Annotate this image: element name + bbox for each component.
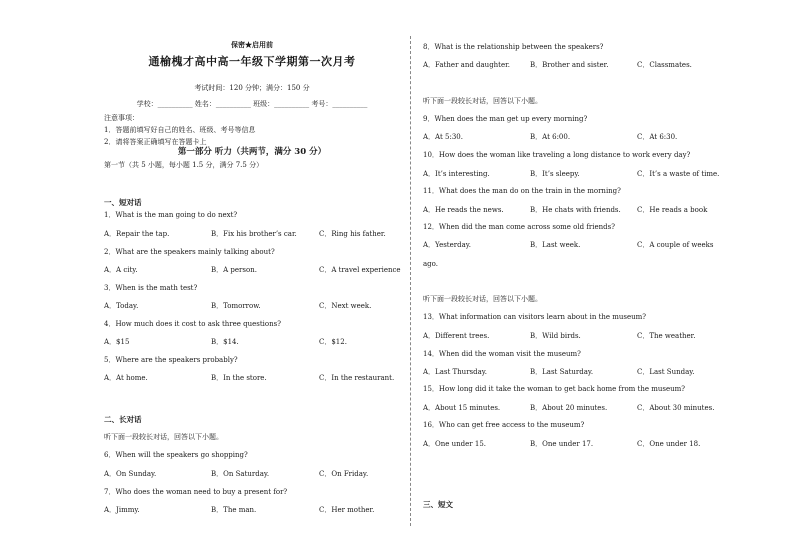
option-a: A．Last Thursday.: [423, 368, 488, 376]
option-b: B．On Saturday.: [211, 470, 270, 478]
option-a: A．Repair the tap.: [104, 230, 170, 238]
option-a: A．About 15 minutes.: [423, 404, 501, 412]
option-b: B．Last week.: [530, 241, 581, 249]
option-a: A．Jimmy.: [104, 506, 140, 514]
question-text: 5．Where are the speakers probably?: [104, 356, 238, 364]
option-c: C．Ring his father.: [319, 230, 386, 238]
option-c: C．Last Sunday.: [637, 368, 695, 376]
question-text: 4．How much does it cost to ask three questions?: [104, 320, 281, 328]
short-dialogue-heading: 一、短对话: [104, 198, 142, 207]
option-c: C．It’s a waste of time.: [637, 170, 720, 178]
listening-instruction: 听下面一段较长对话，回答以下小题。: [423, 97, 542, 105]
option-c: C．Classmates.: [637, 61, 692, 69]
long-dialogue-heading: 二、长对话: [104, 415, 142, 424]
note-item: 1．答题前填写好自己的姓名、班级、考号等信息: [104, 126, 256, 134]
option-b: B．$14.: [211, 338, 239, 346]
question-text: 10．How does the woman like traveling a long distance to work every day?: [423, 151, 691, 159]
option-a: A．One under 15.: [423, 440, 487, 448]
option-c: C．A travel experience: [319, 266, 401, 274]
option-a: A．It’s interesting.: [423, 170, 490, 178]
option-c: C．The weather.: [637, 332, 696, 340]
option-b: B．Last Saturday.: [530, 368, 594, 376]
option-c: C．A couple of weeks: [637, 241, 714, 249]
option-b: B．He chats with friends.: [530, 206, 621, 214]
question-text: 2．What are the speakers mainly talking about?: [104, 248, 275, 256]
option-b: B．At 6:00.: [530, 133, 571, 141]
section1-label: 第一节（共 5 小题，每小题 1.5 分，满分 7.5 分）: [104, 161, 264, 169]
option-c: C．He reads a book: [637, 206, 708, 214]
question-text: 11．What does the man do on the train in the morning?: [423, 187, 621, 195]
option-b: B．Fix his brother’s car.: [211, 230, 297, 238]
option-b: B．A person.: [211, 266, 257, 274]
question-text: 16．Who can get free access to the museum?: [423, 421, 585, 429]
option-c: C．Next week.: [319, 302, 372, 310]
option-b: B．In the store.: [211, 374, 267, 382]
option-a: A．A city.: [104, 266, 138, 274]
question-text: 3．When is the math test?: [104, 284, 198, 292]
option-c: C．At 6:30.: [637, 133, 678, 141]
option-a: A．Father and daughter.: [423, 61, 510, 69]
option-c: C．In the restaurant.: [319, 374, 395, 382]
option-c: C．$12.: [319, 338, 347, 346]
question-text: 13．What information can visitors learn about in the museum?: [423, 313, 647, 321]
student-fields: 学校：__________ 姓名：__________ 班级：__________ 考号：__________: [136, 100, 368, 108]
option-c-wrap: ago.: [423, 260, 438, 268]
option-a: A．Today.: [104, 302, 139, 310]
exam-info: 考试时间：120 分钟；满分：150 分: [194, 84, 310, 92]
option-a: A．Different trees.: [423, 332, 490, 340]
question-text: 14．When did the woman visit the museum?: [423, 350, 581, 358]
question-text: 9．When does the man get up every morning?: [423, 115, 588, 123]
option-b: B．Wild birds.: [530, 332, 581, 340]
question-text: 7．Who does the woman need to buy a present for?: [104, 488, 288, 496]
option-c: C．About 30 minutes.: [637, 404, 715, 412]
option-b: B．Brother and sister.: [530, 61, 609, 69]
exam-title: 通榆槐才高中高一年级下学期第一次月考: [148, 55, 356, 68]
option-b: B．The man.: [211, 506, 257, 514]
option-b: B．Tomorrow.: [211, 302, 261, 310]
question-text: 8．What is the relationship between the speakers?: [423, 43, 604, 51]
notes-heading: 注意事项：: [104, 114, 139, 122]
question-text: 15．How long did it take the woman to get back home from the museum?: [423, 385, 686, 393]
option-a: A．He reads the news.: [423, 206, 504, 214]
secret-label: 保密★启用前: [231, 40, 273, 49]
listening-instruction: 听下面一段较长对话，回答以下小题。: [104, 433, 223, 441]
option-b: B．It’s sleepy.: [530, 170, 580, 178]
option-c: C．On Friday.: [319, 470, 369, 478]
question-text: 1．What is the man going to do next?: [104, 211, 238, 219]
option-a: A．At home.: [104, 374, 148, 382]
question-text: 12．When did the man come across some old friends?: [423, 223, 615, 231]
column-divider: [410, 36, 411, 526]
section3-heading: 三、短文: [423, 500, 453, 509]
part1-title: 第一部分 听力（共两节，满分 30 分）: [177, 147, 327, 157]
option-a: A．On Sunday.: [104, 470, 157, 478]
listening-instruction: 听下面一段较长对话，回答以下小题。: [423, 295, 542, 303]
question-text: 6．When will the speakers go shopping?: [104, 451, 248, 459]
option-b: B．About 20 minutes.: [530, 404, 608, 412]
option-b: B．One under 17.: [530, 440, 594, 448]
option-c: C．One under 18.: [637, 440, 701, 448]
option-a: A．At 5:30.: [423, 133, 463, 141]
option-a: A．Yesterday.: [423, 241, 472, 249]
option-c: C．Her mother.: [319, 506, 375, 514]
note-item: 2．请将答案正确填写在答题卡上: [104, 138, 207, 146]
option-a: A．$15: [104, 338, 130, 346]
